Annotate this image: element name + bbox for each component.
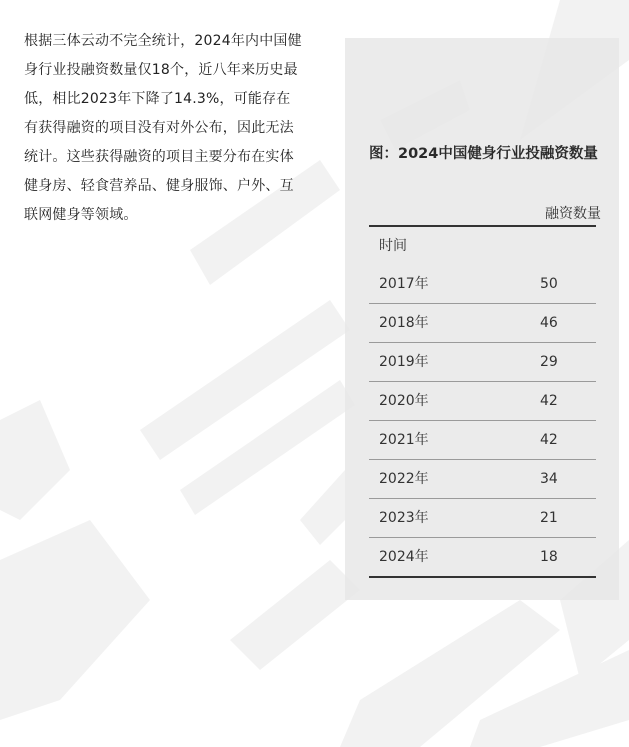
year-cell: 2021年 [379, 432, 429, 448]
year-cell: 2017年 [379, 276, 429, 292]
year-cell: 2018年 [379, 315, 429, 331]
table-row-header: 时间 [379, 238, 407, 254]
financing-table [369, 198, 601, 578]
table-row [369, 538, 596, 578]
table-row [369, 421, 596, 460]
value-cell: 50 [540, 276, 558, 292]
table-body [369, 265, 596, 578]
article-paragraph: 根据三体云动不完全统计，2024年内中国健身行业投融资数量仅18个，近八年来历史最低，相比2023年下降了14.3%，可能存在有获得融资的项目没有对外公布，因此无法统计。这些获得融资的项目主要分布在实体健身房、轻食营养品、健身服饰、户外、互联网健身等领域。 [24, 33, 302, 223]
table-row [369, 499, 596, 538]
year-cell: 2020年 [379, 393, 429, 409]
year-cell: 2023年 [379, 510, 429, 526]
value-cell: 46 [540, 315, 558, 331]
value-cell: 34 [540, 471, 558, 487]
table-row [369, 304, 596, 343]
year-cell: 2024年 [379, 549, 429, 565]
value-cell: 42 [540, 432, 558, 448]
table-row [369, 343, 596, 382]
column-header-financing-count: 融资数量 [545, 206, 601, 222]
value-cell: 21 [540, 510, 558, 526]
table-column-header [369, 198, 601, 227]
table-row [369, 382, 596, 421]
value-cell: 18 [540, 549, 558, 565]
table-row [369, 265, 596, 304]
figure-title: 图：2024中国健身行业投融资数量 [369, 146, 598, 162]
value-cell: 42 [540, 393, 558, 409]
value-cell: 29 [540, 354, 558, 370]
year-cell: 2022年 [379, 471, 429, 487]
year-cell: 2019年 [379, 354, 429, 370]
table-row [369, 460, 596, 499]
